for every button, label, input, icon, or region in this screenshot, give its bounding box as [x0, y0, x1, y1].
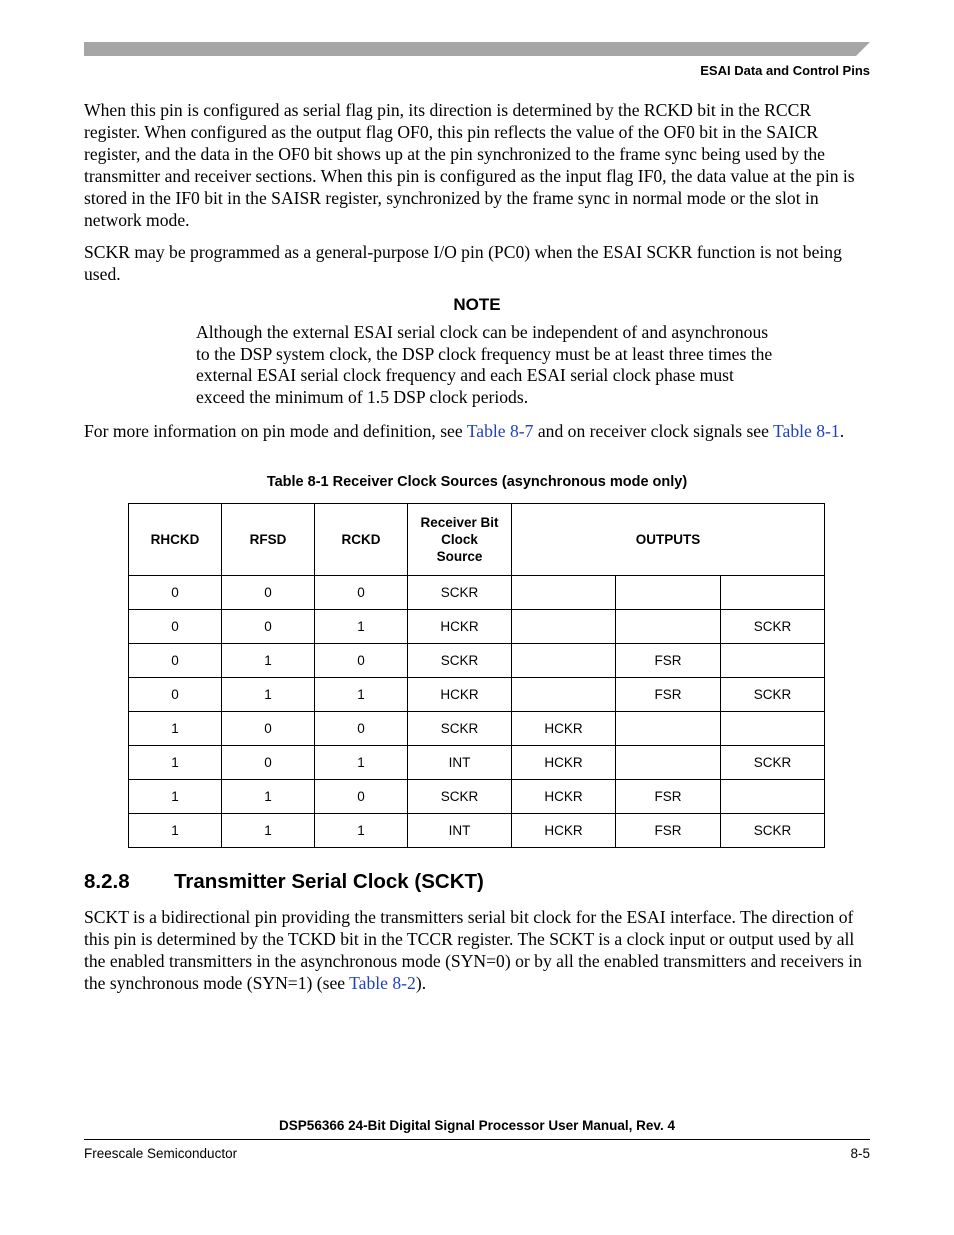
paragraph-sckr-gpio: SCKR may be programmed as a general-purpose I/O pin (PC0) when the ESAI SCKR function is not being used. [84, 242, 842, 284]
table-cell [512, 678, 616, 712]
table-cell: 0 [129, 576, 222, 610]
table-cell: SCKR [408, 644, 512, 678]
table-cell [721, 576, 825, 610]
table-cell: 1 [315, 678, 408, 712]
note-title: NOTE [453, 295, 501, 314]
link-table-8-1[interactable]: Table 8-1 [773, 421, 840, 441]
footer-company: Freescale Semiconductor [84, 1146, 238, 1161]
table-cell: SCKR [721, 814, 825, 848]
table-cell: 1 [222, 780, 315, 814]
table-cell: 0 [222, 576, 315, 610]
table-cell: HCKR [408, 678, 512, 712]
header-rckd: RCKD [315, 504, 408, 576]
table-cell: SCKR [408, 780, 512, 814]
table-cell: SCKR [408, 712, 512, 746]
header-receiver-bit-clock-source: Receiver Bit Clock Source [408, 504, 512, 576]
header-rfsd: RFSD [222, 504, 315, 576]
table-cell: SCKR [721, 678, 825, 712]
more-info-text-1: For more information on pin mode and definition, see [84, 421, 467, 441]
header-rhckd: RHCKD [129, 504, 222, 576]
table-cell [512, 610, 616, 644]
table-cell: INT [408, 746, 512, 780]
table-cell [616, 576, 721, 610]
paragraph-serial-flag: When this pin is configured as serial flag pin, its direction is determined by the RCKD bit in the RCCR register. When configured as the output flag OF0, this pin reflects the value of the OF0 bit in the SAICR register, and the data in the OF0 bit shows up at the pin synchronized to the frame sync being used by the transmitter and receiver sections. When this pin is configured as the input flag IF0, the data value at the pin is stored in the IF0 bit in the SAISR register, synchronized by the frame sync in normal mode or the slot in network mode. [84, 100, 855, 230]
sckt-text-1: SCKT is a bidirectional pin providing the transmitters serial bit clock for the ESAI interface. The direction of this pin is determined by the TCKD bit in the TCCR register. The SCKT is a clock input or output used by all the enabled transmitters in the asynchronous mode (SYN=0) or by all the enabled transmitters and receivers in the synchronous mode (SYN=1) (see [84, 907, 862, 993]
table-cell: 0 [222, 712, 315, 746]
more-info-text-3: . [839, 421, 845, 441]
table-cell: 1 [222, 644, 315, 678]
section-heading [84, 870, 484, 894]
table-cell: 0 [315, 780, 408, 814]
table-cell: 1 [129, 780, 222, 814]
table-cell [616, 712, 721, 746]
table-cell: 1 [129, 814, 222, 848]
table-cell: 0 [129, 678, 222, 712]
table-cell: SCKR [721, 746, 825, 780]
table-cell: HCKR [408, 610, 512, 644]
table-cell: HCKR [512, 780, 616, 814]
table-cell: HCKR [512, 746, 616, 780]
table-cell: 0 [222, 746, 315, 780]
table-row [129, 712, 825, 746]
table-cell: 1 [222, 814, 315, 848]
footer-divider [84, 1139, 870, 1140]
receiver-clock-table [128, 503, 825, 848]
section-number: 8.2.8 [84, 870, 130, 893]
link-table-8-2[interactable]: Table 8-2 [349, 973, 416, 993]
link-table-8-7[interactable]: Table 8-7 [466, 421, 534, 441]
table-cell: SCKR [408, 576, 512, 610]
table-cell [512, 644, 616, 678]
table-cell: SCKR [721, 610, 825, 644]
table-cell: FSR [616, 780, 721, 814]
table-row [129, 780, 825, 814]
table-cell: 1 [315, 746, 408, 780]
table-cell [616, 746, 721, 780]
table-row [129, 746, 825, 780]
table-cell: 1 [315, 610, 408, 644]
table-cell: 0 [222, 610, 315, 644]
header-bar [84, 42, 870, 56]
running-title: ESAI Data and Control Pins [700, 63, 870, 78]
table-cell: 0 [315, 712, 408, 746]
footer-manual-title: DSP56366 24-Bit Digital Signal Processor User Manual, Rev. 4 [279, 1118, 675, 1133]
sckt-text-2: ). [415, 973, 427, 993]
table-cell: FSR [616, 644, 721, 678]
paragraph-sckt [84, 906, 870, 994]
section-title: Transmitter Serial Clock (SCKT) [174, 870, 484, 893]
footer-page-number: 8-5 [850, 1146, 870, 1161]
table-cell [616, 610, 721, 644]
table-row [129, 644, 825, 678]
table-cell: HCKR [512, 712, 616, 746]
table-caption: Table 8-1 Receiver Clock Sources (asynchronous mode only) [266, 474, 688, 490]
table-row [129, 610, 825, 644]
table-cell [512, 576, 616, 610]
table-cell: 0 [315, 576, 408, 610]
table-cell: 1 [315, 814, 408, 848]
table-row [129, 814, 825, 848]
table-header-row [129, 504, 825, 576]
table-cell [721, 780, 825, 814]
table-cell: 0 [129, 610, 222, 644]
more-info-text-2: and on receiver clock signals see [533, 421, 773, 441]
table-cell: 0 [129, 644, 222, 678]
table-cell [721, 644, 825, 678]
header-bar-graphic [84, 42, 870, 56]
table-cell: 1 [129, 712, 222, 746]
table-cell: HCKR [512, 814, 616, 848]
table-cell: 0 [315, 644, 408, 678]
table-cell: INT [408, 814, 512, 848]
paragraph-more-info [84, 420, 870, 442]
table-row [129, 576, 825, 610]
note-text: Although the external ESAI serial clock can be independent of and asynchronous to the DSP system clock, the DSP clock frequency must be at least three times the external ESAI serial clock frequency and each ESAI serial clock phase must exceed the minimum of 1.5 DSP clock periods. [196, 322, 773, 408]
table-cell: 1 [129, 746, 222, 780]
header-outputs: OUTPUTS [512, 504, 825, 576]
table-cell: FSR [616, 814, 721, 848]
table-row [129, 678, 825, 712]
table-cell [721, 712, 825, 746]
table-cell: FSR [616, 678, 721, 712]
table-cell: 1 [222, 678, 315, 712]
